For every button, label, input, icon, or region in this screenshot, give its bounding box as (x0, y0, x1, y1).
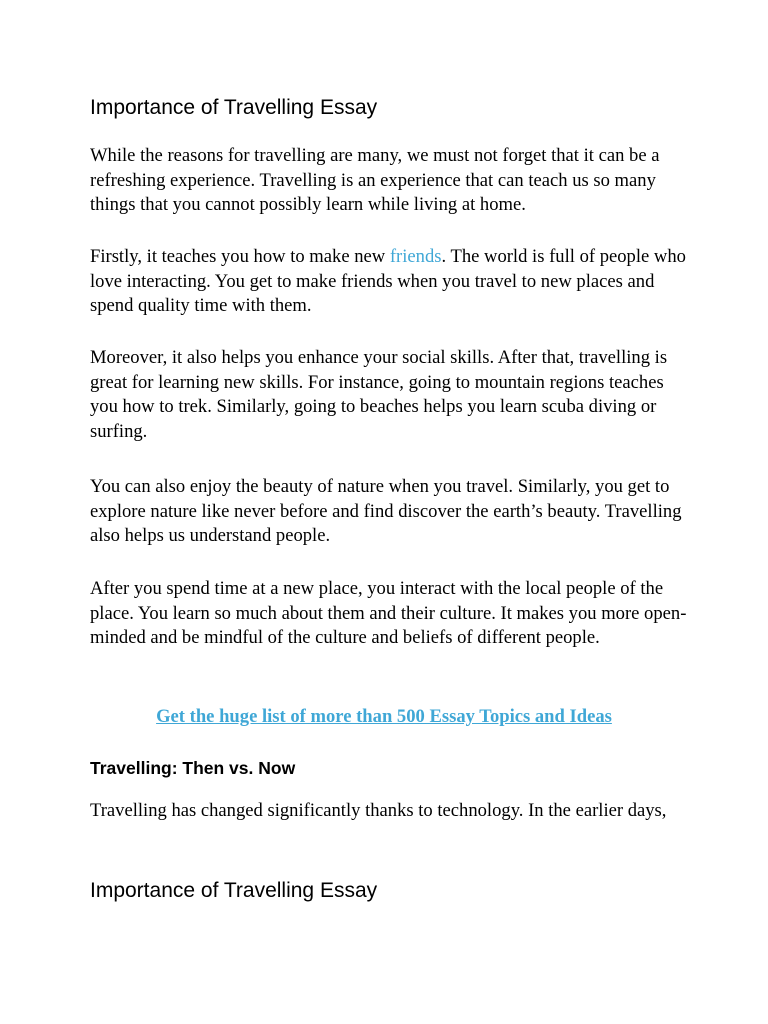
repeat-page-title: Importance of Travelling Essay (90, 879, 378, 902)
paragraph-intro: While the reasons for travelling are many, we must not forget that it can be a refreshing experience. Travelling is an experience that can teach us so many things that you cannot possibly learn while living at home. (90, 145, 660, 215)
paragraph-friends-text-start: Firstly, it teaches you how to make new (90, 246, 390, 267)
paragraph-then-vs-now: Travelling has changed significantly thanks to technology. In the earlier days, (90, 800, 667, 821)
friends-link[interactable]: friends (389, 246, 442, 267)
paragraph-friends (90, 245, 690, 319)
paragraph-skills: Moreover, it also helps you enhance your social skills. After that, travelling is great for learning new skills. For instance, going to mountain regions teaches you how to trek. Similarly, going to beaches helps you learn scuba diving or surfing. (90, 347, 668, 442)
paragraph-friends-text-end: . The world is full of people who love interacting. You get to make friends when you travel to new places and spend quality time with them. (90, 246, 686, 316)
page-title: Importance of Travelling Essay (90, 96, 378, 119)
paragraph-culture: After you spend time at a new place, you interact with the local people of the place. You learn so much about them and their culture. It makes you more open-minded and be mindful of the culture and beliefs of different people. (90, 578, 687, 648)
section-subheading: Travelling: Then vs. Now (90, 758, 296, 778)
paragraph-nature: You can also enjoy the beauty of nature when you travel. Similarly, you get to explore nature like never before and find discover the earth’s beauty. Travelling also helps us understand people. (90, 476, 682, 546)
essay-topics-link[interactable]: Get the huge list of more than 500 Essay Topics and Ideas (156, 706, 612, 727)
